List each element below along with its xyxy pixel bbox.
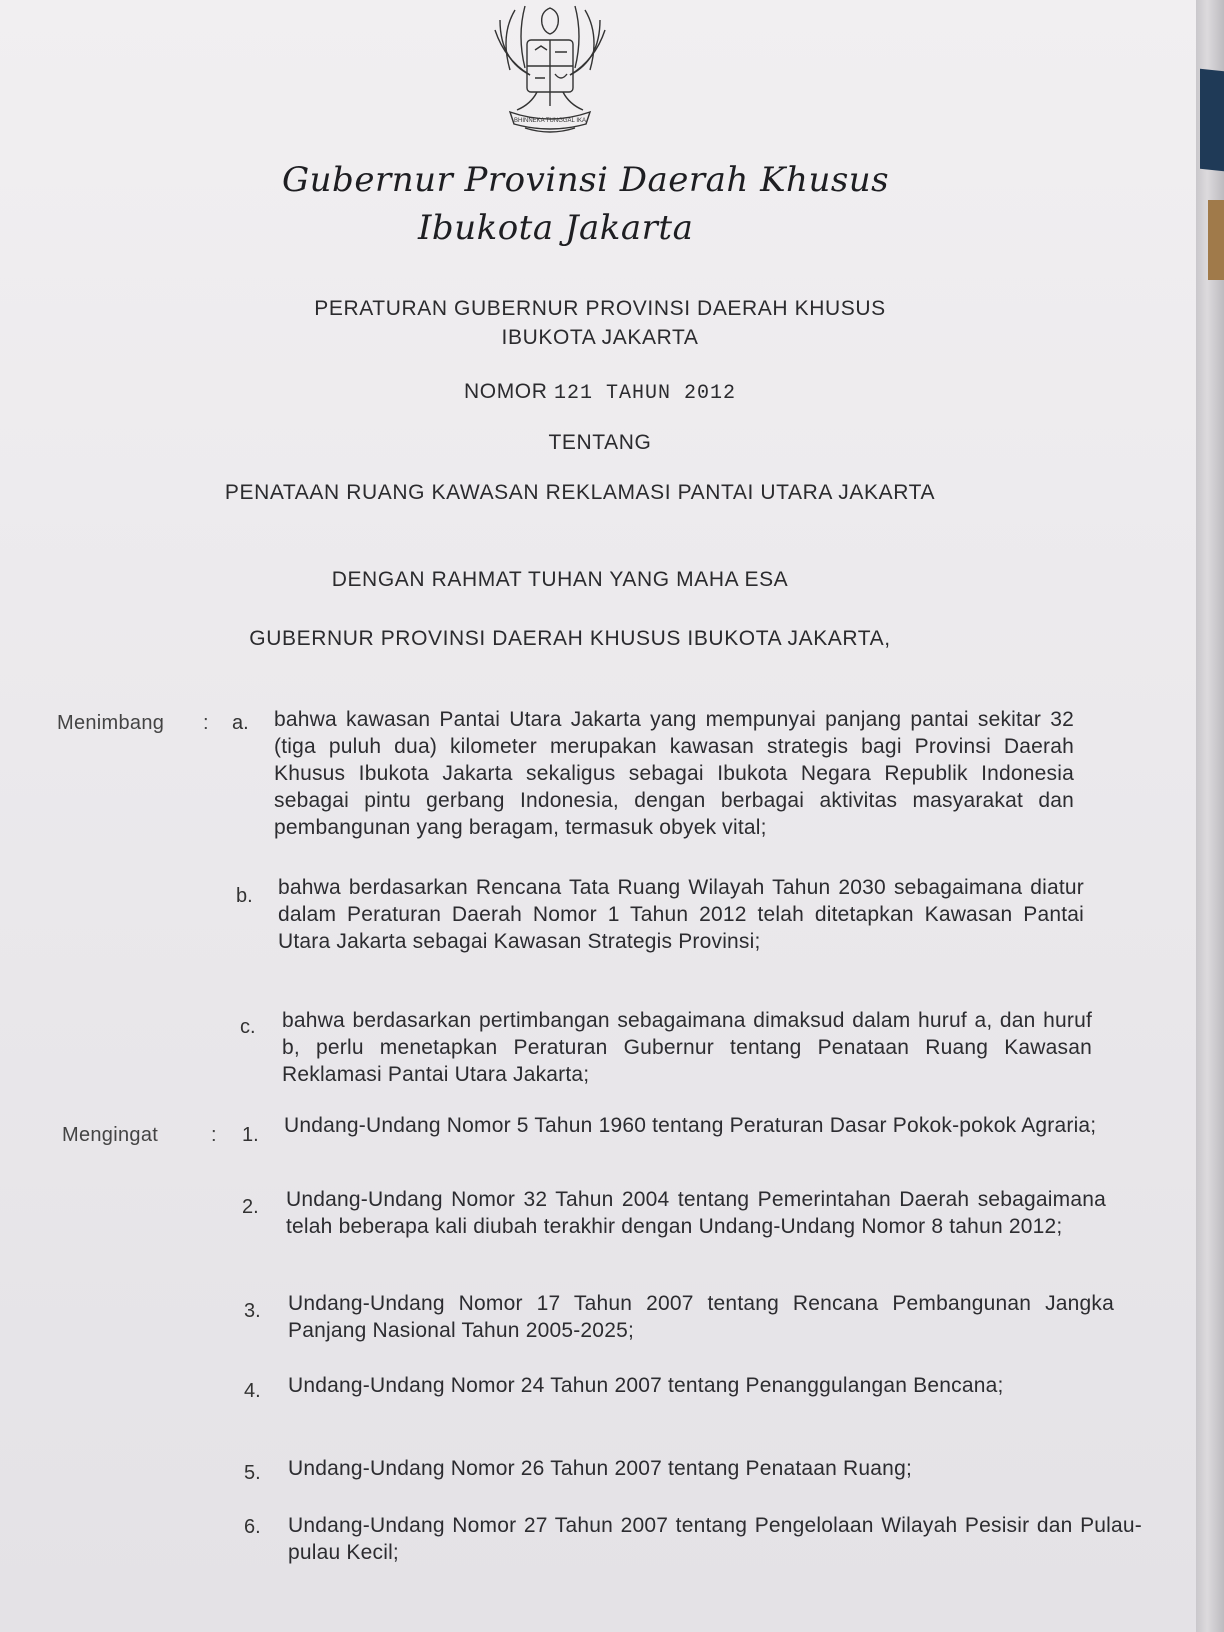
background-object (1200, 69, 1224, 172)
rahmat-heading: DENGAN RAHMAT TUHAN YANG MAHA ESA (331, 568, 789, 591)
mengingat-colon: : (211, 1124, 217, 1146)
tentang-heading: TENTANG (548, 431, 652, 454)
menimbang-item-c: bahwa berdasarkan pertimbangan sebagaimana dimaksud dalam huruf a, dan huruf b, perlu menetapkan Peraturan Gubernur tentang Penataan Ruang Kawasan Reklamasi Pantai Utara Jakarta; (282, 1009, 1092, 1086)
nomor-label: NOMOR (464, 380, 548, 403)
background-desk (1208, 200, 1224, 280)
mengingat-marker-2: 2. (242, 1196, 259, 1218)
mengingat-item-4: Undang-Undang Nomor 24 Tahun 2007 tentang Penanggulangan Bencana; (288, 1374, 1004, 1397)
mengingat-item-3: Undang-Undang Nomor 17 Tahun 2007 tentang Rencana Pembangunan Jangka Panjang Nasional Tahun 2005-2025; (288, 1292, 1114, 1342)
menimbang-colon: : (203, 712, 209, 734)
subject-heading: PENATAAN RUANG KAWASAN REKLAMASI PANTAI UTARA JAKARTA (224, 481, 936, 504)
mengingat-marker-3: 3. (244, 1300, 261, 1322)
nomor-line (0, 380, 1200, 405)
menimbang-marker-c: c. (240, 1016, 256, 1038)
menimbang-marker-a: a. (232, 712, 249, 734)
letterhead-line-2: Ibukota Jakarta (418, 208, 694, 248)
mengingat-marker-4: 4. (244, 1380, 261, 1402)
mengingat-item-5: Undang-Undang Nomor 26 Tahun 2007 tentang Penataan Ruang; (288, 1457, 912, 1480)
mengingat-item-2: Undang-Undang Nomor 32 Tahun 2004 tentang Pemerintahan Daerah sebagaimana telah beberapa kali diubah terakhir dengan Undang-Undang Nomor 8 tahun 2012; (286, 1188, 1106, 1238)
menimbang-item-b: bahwa berdasarkan Rencana Tata Ruang Wilayah Tahun 2030 sebagaimana diatur dalam Peraturan Daerah Nomor 1 Tahun 2012 telah ditetapkan Kawasan Pantai Utara Jakarta sebagai Kawasan Strategis Provinsi; (278, 876, 1084, 953)
menimbang-marker-b: b. (236, 885, 253, 907)
mengingat-item-1: Undang-Undang Nomor 5 Tahun 1960 tentang Peraturan Dasar Pokok-pokok Agraria; (284, 1114, 1097, 1137)
title-line-1: PERATURAN GUBERNUR PROVINSI DAERAH KHUSUS (314, 297, 886, 320)
svg-text:BHINNEKA TUNGGAL IKA: BHINNEKA TUNGGAL IKA (513, 118, 587, 124)
garuda-emblem-icon (455, 0, 645, 150)
mengingat-item-6: Undang-Undang Nomor 27 Tahun 2007 tentang Pengelolaan Wilayah Pesisir dan Pulau-pulau Kecil; (288, 1514, 1142, 1564)
title-line-2: IBUKOTA JAKARTA (501, 326, 699, 349)
menimbang-label: Menimbang (57, 712, 165, 734)
mengingat-marker-5: 5. (244, 1462, 261, 1484)
menimbang-item-a: bahwa kawasan Pantai Utara Jakarta yang mempunyai panjang pantai sekitar 32 (tiga puluh dua) kilometer merupakan kawasan strategis bagi Provinsi Daerah Khusus Ibukota Jakarta sekaligus sebagai Ibukota Negara Republik Indonesia sebagai pintu gerbang Indonesia, dengan berbagai aktivitas masyarakat dan pembangunan yang beragam, termasuk obyek vital; (274, 708, 1074, 839)
mengingat-label: Mengingat (62, 1124, 159, 1146)
mengingat-marker-1: 1. (242, 1124, 259, 1146)
nomor-value: 121 TAHUN 2012 (553, 382, 736, 405)
letterhead-line-1: Gubernur Provinsi Daerah Khusus (282, 160, 890, 200)
gubernur-heading: GUBERNUR PROVINSI DAERAH KHUSUS IBUKOTA JAKARTA, (249, 627, 891, 650)
mengingat-marker-6: 6. (244, 1516, 261, 1538)
